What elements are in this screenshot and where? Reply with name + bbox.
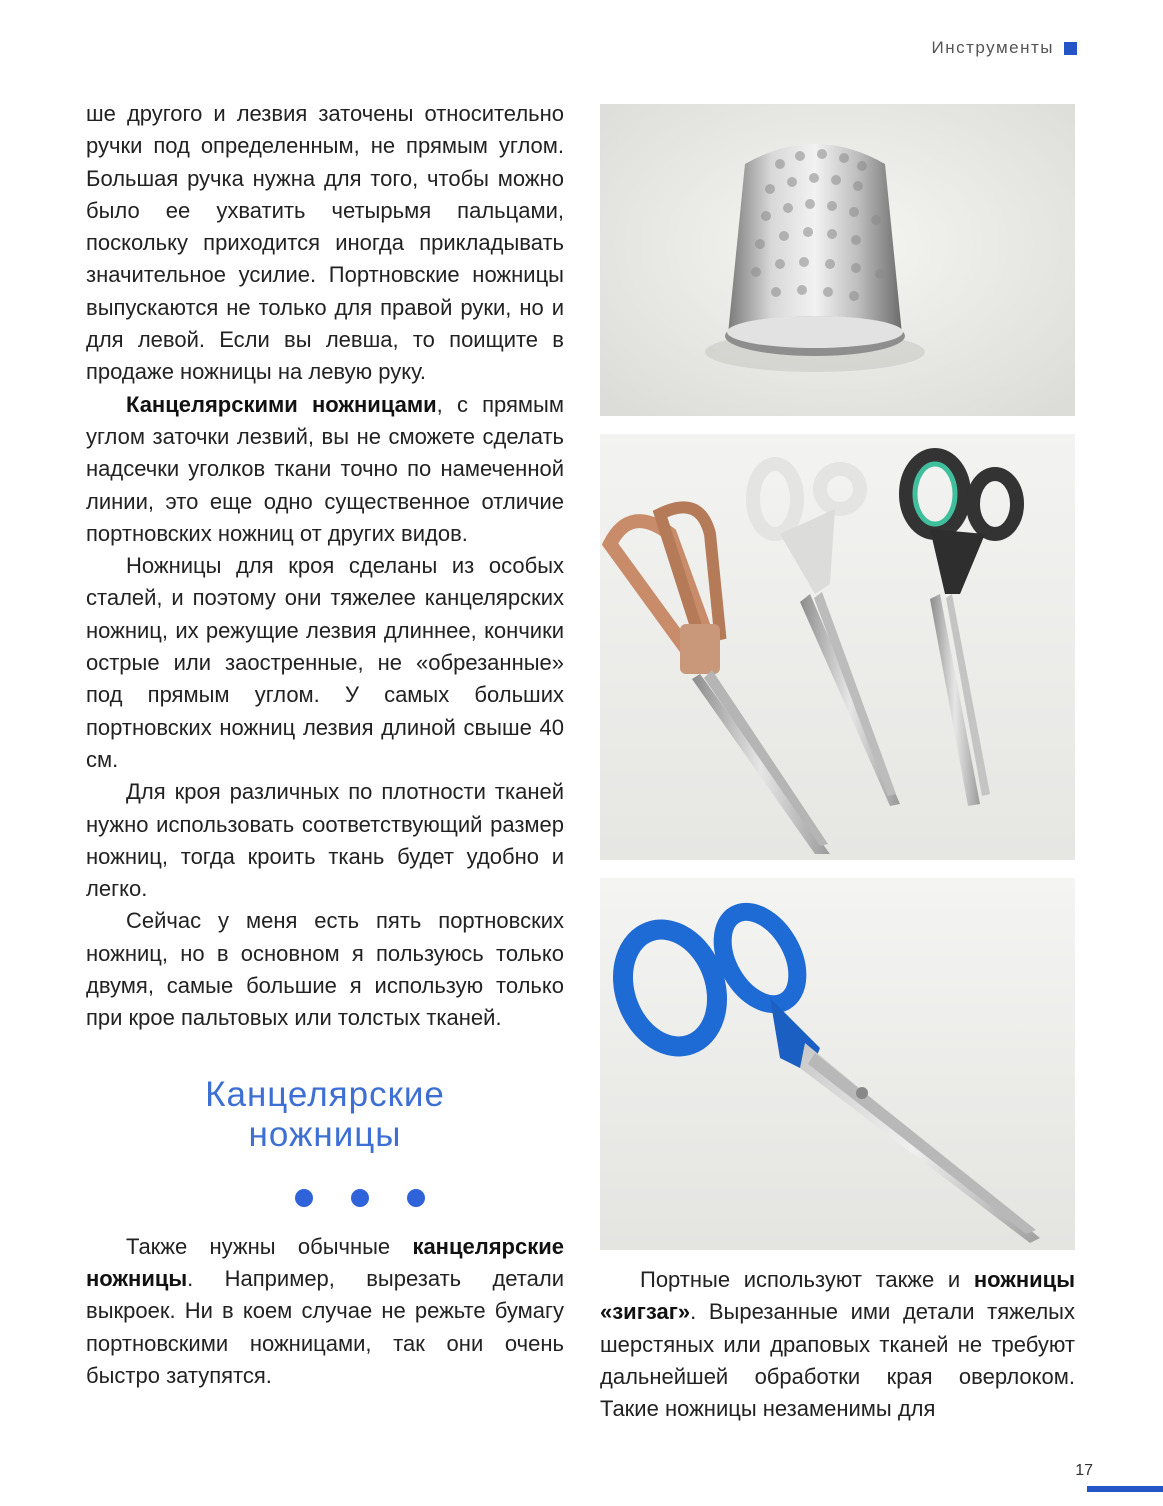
- term-zigzag-scissors: ножницы «зигзаг»: [600, 1267, 1075, 1325]
- divider-dot: [351, 1189, 369, 1207]
- paragraph-6-start: Также нужны обычные: [126, 1233, 413, 1259]
- paragraph-6: [86, 1231, 564, 1392]
- paragraph-2-text: , с прямым углом заточки лезвий, вы не сможете сделать надсечки уголков ткани точно по намеченной линии, это еще одно существенное отличие портновских ножниц от других видов.: [86, 391, 564, 546]
- paragraph-zigzag: [600, 1264, 1075, 1425]
- paragraph-4: Для кроя различных по плотности тканей нужно использовать соответствующий размер ножниц, тогда кроить ткань будет удобно и легко.: [86, 779, 564, 902]
- section-heading-line-1: Канцелярские: [205, 1074, 445, 1114]
- header-square-marker: [1064, 42, 1077, 55]
- page-number: 17: [1075, 1462, 1093, 1479]
- paragraph-6-text: . Например, вырезать детали выкроек. Ни в коем случае не режьте бумагу портновскими ножницами, так они очень быстро затупятся.: [86, 1265, 564, 1388]
- photo-thimble: [600, 104, 1075, 416]
- photo-tailor-scissors: [600, 434, 1075, 860]
- paragraph-5: Сейчас у меня есть пять портновских ножниц, но в основном я пользуюсь только двумя, самые большие я использую только при крое пальтовых или толстых тканей.: [86, 908, 564, 1031]
- divider-dot: [295, 1189, 313, 1207]
- term-office-scissors-2: канцелярские ножницы: [86, 1233, 564, 1291]
- paragraph-1: ше другого и лезвия заточены относительно ручки под определенным, не прямым углом. Большая ручка нужна для того, чтобы можно было ее ухватить четырьмя пальцами, поскольку приходится иногда прикладывать значительное усилие. Портновские ножницы выпускаются не только для правой руки, но и для левой. Если вы левша, то поищите в продаже ножницы на левую руку.: [86, 101, 564, 385]
- section-heading: [86, 1075, 564, 1155]
- running-header: [931, 38, 1077, 58]
- paragraph-2: [86, 389, 564, 550]
- divider-dot: [407, 1189, 425, 1207]
- paragraph-zigzag-text: . Вырезанные ими детали тяжелых шерстяных или драповых тканей не требуют дальнейшей обработки края оверлоком. Такие ножницы незаменимы для: [600, 1299, 1075, 1422]
- left-column: [86, 98, 564, 1392]
- paragraph-zigzag-start: Портные используют также и: [640, 1267, 974, 1292]
- page-number-bar: [1087, 1486, 1163, 1492]
- photo-office-scissors: [600, 878, 1075, 1250]
- section-divider-dots: [156, 1189, 564, 1207]
- right-column: [600, 1264, 1075, 1425]
- section-heading-line-2: ножницы: [248, 1114, 402, 1154]
- paragraph-3: Ножницы для кроя сделаны из особых сталей, и поэтому они тяжелее канцелярских ножниц, их режущие лезвия длиннее, кончики острые или заостренные, не «обрезанные» под прямым углом. У самых больших портновских ножниц лезвия длиной свыше 40 см.: [86, 553, 564, 772]
- term-office-scissors: Канцелярскими ножницами: [126, 391, 437, 417]
- section-name: Инструменты: [931, 38, 1054, 57]
